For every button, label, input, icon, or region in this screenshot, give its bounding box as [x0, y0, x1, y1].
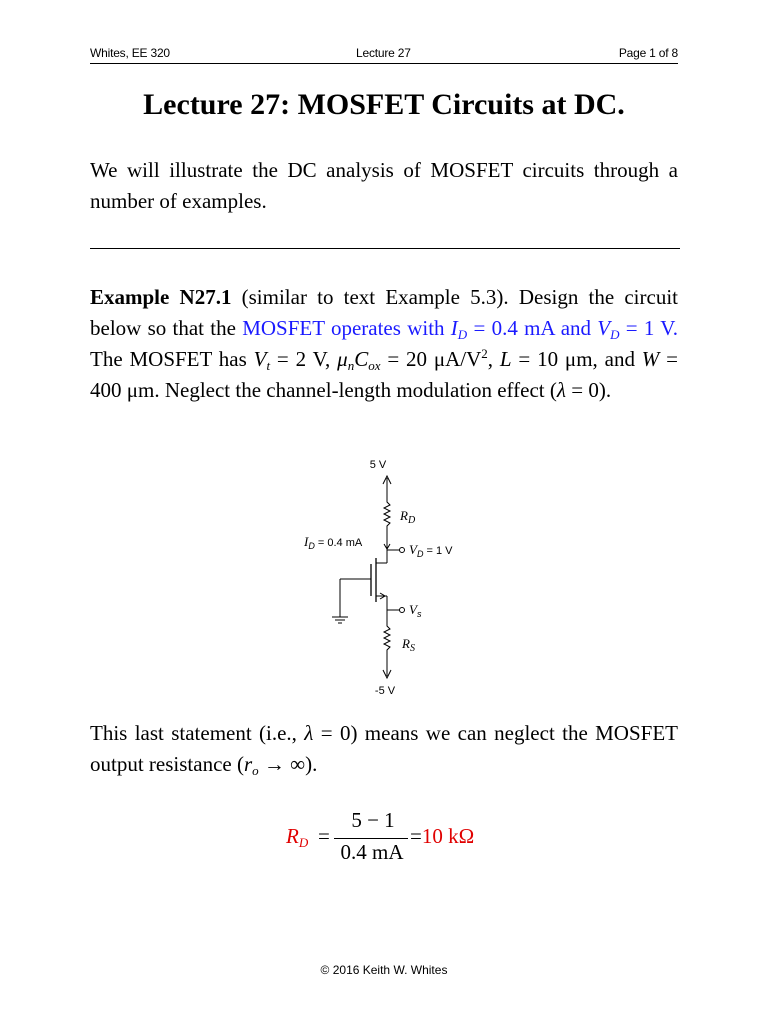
mosfet-circuit-diagram [290, 450, 490, 702]
header-page-number: Page 1 of 8 [618, 46, 678, 60]
vd-label: $V_D = 1$ V [409, 542, 453, 559]
fraction-bar [334, 838, 408, 839]
mosfet-symbol [332, 550, 387, 623]
rs-resistor [384, 610, 390, 655]
rd-label: $R_D$ [400, 508, 416, 526]
header-rule [90, 63, 678, 64]
page-footer: © 2016 Keith W. Whites [320, 963, 448, 977]
example-label: Example N27.1 [90, 285, 232, 309]
equation-denominator: 0.4 mA [340, 840, 404, 864]
statement-paragraph: This last statement (i.e., λ = 0) means we can neglect the MOSFET output resistance ($r_o$ → ∞). [90, 721, 678, 778]
vd-node [400, 548, 405, 553]
vdd-label: 5 V [369, 459, 387, 471]
header-lecture: Lecture 27 [356, 46, 411, 60]
equation-result: =10 kΩ [410, 824, 475, 848]
rd-resistor [384, 498, 390, 550]
vs-node [400, 608, 405, 613]
design-spec: MOSFET operates with $I_D = 0.4$ mA and $V_D = 1$ V. [242, 316, 678, 342]
equation-equals: = [318, 824, 330, 848]
header-course: Whites, EE 320 [90, 46, 170, 60]
vs-label: $V_s$ [409, 602, 422, 619]
intro-paragraph: We will illustrate the DC analysis of MOSFET circuits through a number of examples. [90, 158, 678, 213]
equation-lhs: $R_D$ [286, 824, 309, 850]
section-divider [90, 248, 680, 249]
equation-numerator: 5 − 1 [351, 808, 395, 832]
vss-label: -5 V [374, 685, 396, 697]
rs-label: $R_S$ [402, 636, 415, 654]
example-paragraph: Example N27.1 (similar to text Example 5.3). Design the circuit below so that the MOSFET operates with $I_D = 0.4$ mA and $V_D = 1$ V. The MOSFET has $V_t = 2$ V, $\mu_nC_{ox} = 20$ $\mu A/V^2$, L = 10 μm, and W = 400 μm. Neglect the channel-length modulation effect (λ = 0). [90, 285, 678, 402]
id-label: $I_D = 0.4$ mA [304, 534, 363, 551]
page-title: Lecture 27: MOSFET Circuits at DC. [143, 88, 625, 121]
